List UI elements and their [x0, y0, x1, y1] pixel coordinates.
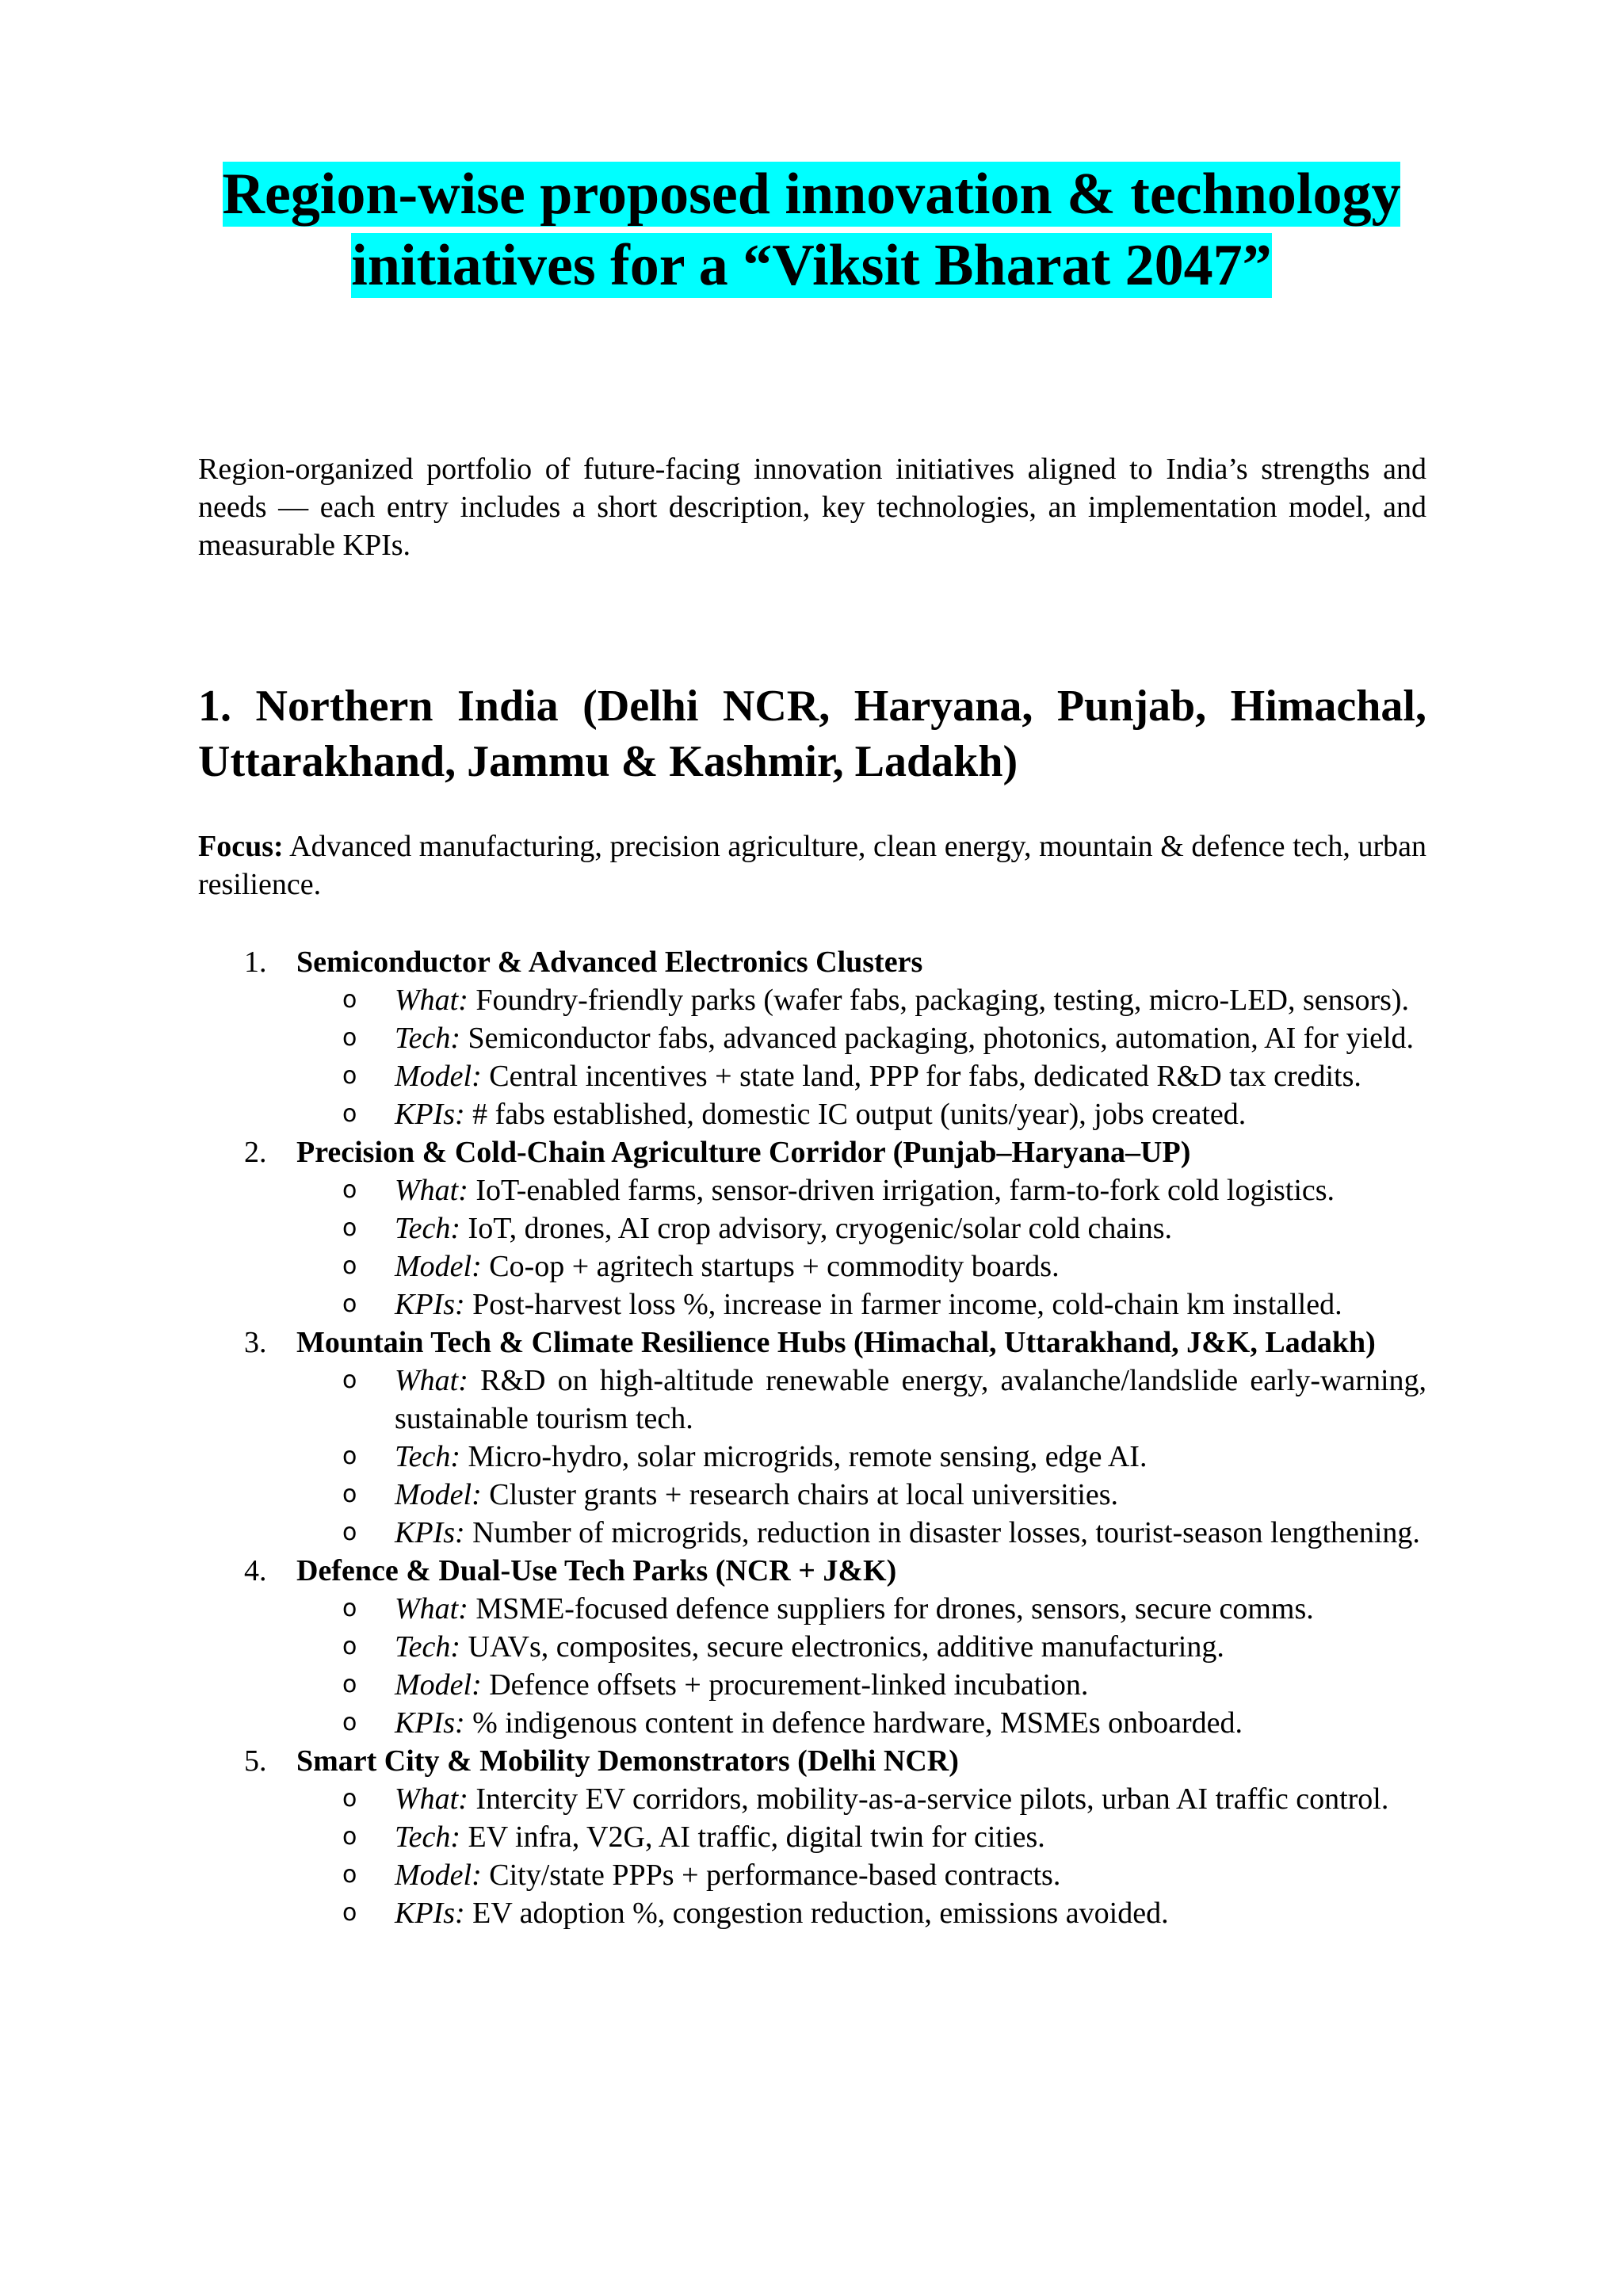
detail-label: Model:	[395, 1859, 482, 1892]
initiative-number: 5.	[244, 1744, 267, 1778]
detail-label: Tech:	[395, 1440, 461, 1473]
detail-item	[296, 1666, 1426, 1704]
bullet-circle-icon: o	[342, 1480, 357, 1508]
detail-text: UAVs, composites, secure electronics, additive manufacturing.	[468, 1630, 1224, 1664]
initiative-item	[198, 1324, 1426, 1552]
bullet-circle-icon: o	[342, 1442, 357, 1470]
detail-text: # fabs established, domestic IC output (units/year), jobs created.	[472, 1098, 1247, 1131]
bullet-circle-icon: o	[342, 1671, 357, 1698]
detail-text: Co-op + agritech startups + commodity boards.	[489, 1250, 1060, 1283]
initiative-detail-list	[296, 981, 1426, 1133]
initiative-list	[198, 943, 1426, 1932]
detail-item	[296, 1019, 1426, 1057]
detail-item	[296, 1057, 1426, 1095]
detail-item	[296, 1514, 1426, 1552]
bullet-circle-icon: o	[342, 1252, 357, 1280]
detail-label: Model:	[395, 1250, 482, 1283]
initiative-item	[198, 1133, 1426, 1324]
detail-label: KPIs:	[395, 1098, 465, 1131]
detail-label: Tech:	[395, 1630, 461, 1664]
bullet-circle-icon: o	[342, 1024, 357, 1052]
detail-item	[296, 1095, 1426, 1133]
bullet-circle-icon: o	[342, 1519, 357, 1546]
focus-label: Focus:	[198, 830, 284, 863]
detail-text: EV adoption %, congestion reduction, emissions avoided.	[472, 1897, 1169, 1930]
detail-item	[296, 1780, 1426, 1818]
bullet-circle-icon: o	[342, 1100, 357, 1128]
detail-label: What:	[395, 1592, 468, 1626]
detail-label: What:	[395, 1364, 468, 1397]
initiative-title: Mountain Tech & Climate Resilience Hubs (Himachal, Uttarakhand, J&K, Ladakh)	[296, 1326, 1376, 1359]
intro-paragraph: Region-organized portfolio of future-facing innovation initiatives aligned to India’s strengths and needs — each entry includes a short description, key technologies, an implementation model, and measurable KPIs.	[198, 453, 1426, 562]
initiative-number: 2.	[244, 1136, 267, 1169]
bullet-circle-icon: o	[342, 1214, 357, 1242]
detail-text: Micro-hydro, solar microgrids, remote sensing, edge AI.	[468, 1440, 1148, 1473]
initiative-item	[198, 1552, 1426, 1742]
detail-item	[296, 981, 1426, 1019]
detail-text: % indigenous content in defence hardware, MSMEs onboarded.	[472, 1706, 1243, 1740]
detail-text: IoT, drones, AI crop advisory, cryogenic/solar cold chains.	[468, 1212, 1173, 1245]
section-heading: 1. Northern India (Delhi NCR, Haryana, Punjab, Himachal, Uttarakhand, Jammu & Kashmir, Ladakh)	[198, 682, 1426, 786]
initiative-item	[198, 943, 1426, 1133]
initiative-detail-list	[296, 1780, 1426, 1932]
initiative-item	[198, 1742, 1426, 1932]
bullet-circle-icon: o	[342, 1633, 357, 1660]
detail-text: R&D on high-altitude renewable energy, avalanche/landslide early-warning, sustainable tourism tech.	[395, 1364, 1426, 1435]
detail-label: What:	[395, 984, 468, 1017]
initiative-number: 3.	[244, 1326, 267, 1359]
document-title-line-2: initiatives for a “Viksit Bharat 2047”	[351, 233, 1272, 298]
initiative-detail-list	[296, 1171, 1426, 1324]
bullet-circle-icon: o	[342, 1785, 357, 1813]
detail-item	[296, 1209, 1426, 1247]
detail-item	[296, 1590, 1426, 1628]
detail-label: KPIs:	[395, 1288, 465, 1321]
detail-text: MSME-focused defence suppliers for drones, sensors, secure comms.	[475, 1592, 1314, 1626]
bullet-circle-icon: o	[342, 1823, 357, 1851]
detail-label: Tech:	[395, 1022, 461, 1055]
detail-item	[296, 1438, 1426, 1476]
document-title-line-1: Region-wise proposed innovation & technology	[222, 162, 1401, 227]
initiative-title: Defence & Dual-Use Tech Parks (NCR + J&K)	[296, 1554, 897, 1587]
detail-label: Model:	[395, 1668, 482, 1702]
detail-text: Semiconductor fabs, advanced packaging, photonics, automation, AI for yield.	[468, 1022, 1415, 1055]
detail-text: Number of microgrids, reduction in disaster losses, tourist-season lengthening.	[472, 1516, 1420, 1549]
initiative-title: Smart City & Mobility Demonstrators (Delhi NCR)	[296, 1744, 959, 1778]
detail-item	[296, 1856, 1426, 1894]
bullet-circle-icon: o	[342, 1290, 357, 1318]
detail-label: Tech:	[395, 1212, 461, 1245]
detail-item	[296, 1818, 1426, 1856]
detail-text: Foundry-friendly parks (wafer fabs, packaging, testing, micro-LED, sensors).	[475, 984, 1410, 1017]
detail-text: City/state PPPs + performance-based contracts.	[489, 1859, 1061, 1892]
initiative-title: Precision & Cold-Chain Agriculture Corridor (Punjab–Haryana–UP)	[296, 1136, 1191, 1169]
detail-item	[296, 1362, 1426, 1438]
detail-label: What:	[395, 1782, 468, 1816]
detail-label: What:	[395, 1174, 468, 1207]
detail-text: Post-harvest loss %, increase in farmer income, cold-chain km installed.	[472, 1288, 1342, 1321]
detail-label: Model:	[395, 1060, 482, 1093]
bullet-circle-icon: o	[342, 1366, 357, 1394]
detail-text: Central incentives + state land, PPP for fabs, dedicated R&D tax credits.	[489, 1060, 1361, 1093]
initiative-title: Semiconductor & Advanced Electronics Clusters	[296, 946, 923, 979]
detail-text: Cluster grants + research chairs at local universities.	[489, 1478, 1119, 1511]
bullet-circle-icon: o	[342, 1062, 357, 1090]
bullet-circle-icon: o	[342, 1176, 357, 1204]
bullet-circle-icon: o	[342, 1709, 357, 1736]
bullet-circle-icon: o	[342, 1899, 357, 1927]
initiative-detail-list	[296, 1362, 1426, 1552]
detail-label: KPIs:	[395, 1516, 465, 1549]
detail-item	[296, 1894, 1426, 1932]
detail-item	[296, 1171, 1426, 1209]
initiative-number: 1.	[244, 946, 267, 979]
initiative-number: 4.	[244, 1554, 267, 1587]
detail-item	[296, 1704, 1426, 1742]
detail-item	[296, 1628, 1426, 1666]
detail-label: Model:	[395, 1478, 482, 1511]
bullet-circle-icon: o	[342, 1861, 357, 1889]
detail-text: IoT-enabled farms, sensor-driven irrigation, farm-to-fork cold logistics.	[475, 1174, 1335, 1207]
detail-item	[296, 1286, 1426, 1324]
detail-label: KPIs:	[395, 1706, 465, 1740]
detail-item	[296, 1476, 1426, 1514]
bullet-circle-icon: o	[342, 1595, 357, 1622]
document-title	[0, 159, 1623, 301]
detail-label: KPIs:	[395, 1897, 465, 1930]
bullet-circle-icon: o	[342, 986, 357, 1014]
initiative-detail-list	[296, 1590, 1426, 1742]
focus-text: Advanced manufacturing, precision agriculture, clean energy, mountain & defence tech, urban resilience.	[198, 830, 1426, 901]
detail-item	[296, 1247, 1426, 1286]
focus-paragraph	[198, 827, 1426, 904]
detail-text: Intercity EV corridors, mobility-as-a-service pilots, urban AI traffic control.	[475, 1782, 1389, 1816]
detail-text: Defence offsets + procurement-linked incubation.	[489, 1668, 1089, 1702]
detail-label: Tech:	[395, 1820, 461, 1854]
detail-text: EV infra, V2G, AI traffic, digital twin for cities.	[468, 1820, 1045, 1854]
